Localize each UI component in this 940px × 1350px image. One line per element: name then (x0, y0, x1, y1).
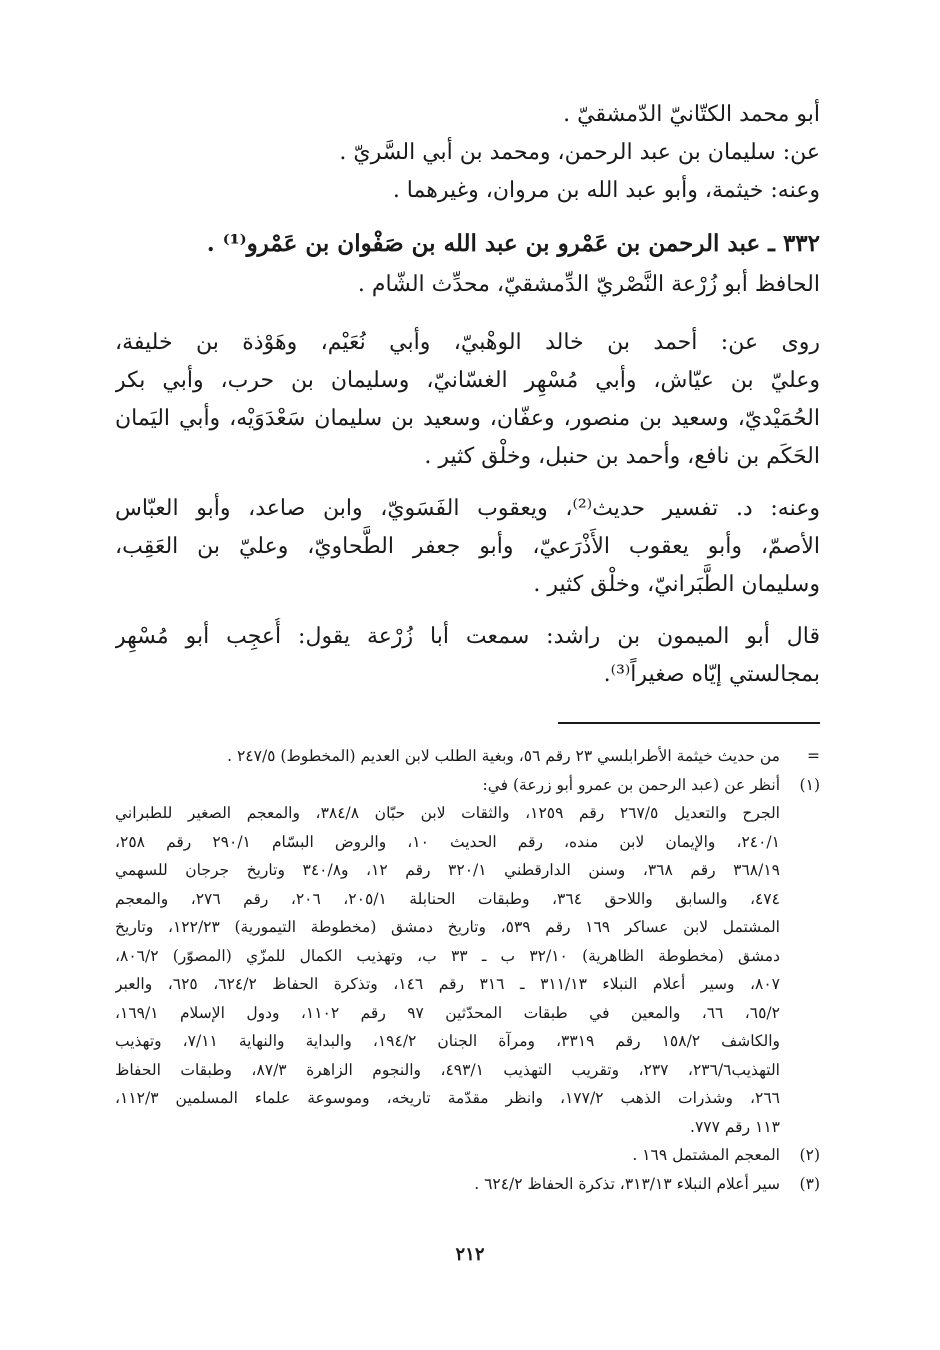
footnote-line: أنظر عن (عبد الرحمن بن عمرو أبو زرعة) في: (482, 775, 780, 794)
footnote-marker: (٣) (799, 1174, 820, 1193)
intro-line: وعنه: خيثمة، وأبو عبد الله بن مروان، وغيرهما . (392, 178, 820, 203)
footnote-line: ٢٦٦، وشذرات الذهب ١٧٧/٢، وانظر مقدّمة تاريخه، وموسوعة علماء المسلمين ١١٢/٣، (115, 1089, 780, 1107)
footnote-line: دمشق (مخطوطة الظاهرية) ٣٢/١٠ ب ـ ٣٣ ب، وتهذيب الكمال للمزّي (المصوّر) ٨٠٦/٢، (115, 946, 780, 965)
narrated-from-paragraph (115, 324, 820, 476)
footnote-line: سير أعلام النبلاء ٣١٣/١٣، تذكرة الحفاظ ٦٢٤/٢ . (474, 1174, 780, 1193)
narrators-from-him-paragraph (115, 490, 820, 604)
footnote-line: ١١٣ رقم ٧٧٧. (690, 1117, 780, 1136)
paragraph-line: وسليمان الطَّبَرانيّ، وخلْق كثير . (533, 572, 820, 597)
paragraph-line: بمجالستي إيّاه صغيراً⁽³⁾. (603, 662, 820, 687)
footnote-marker: (١) (799, 775, 820, 794)
footnote-line: المعجم المشتمل ١٦٩ . (632, 1146, 780, 1164)
footnote-line: التهذيب٢٣٦/٦، ٢٣٧، وتقريب التهذيب ٤٩٣/١، والنجوم الزاهرة ٨٧/٣، وطبقات الحفاظ (115, 1060, 780, 1079)
intro-line: أبو محمد الكتّانيّ الدّمشقيّ . (563, 102, 820, 127)
entry-description (115, 266, 820, 304)
footnote-line: المشتمل لابن عساكر ١٦٩ رقم ٥٣٩، وتاريخ دمشق (مخطوطة التيمورية) ١٢٢/٢٣، وتاريخ (115, 918, 780, 936)
quote-paragraph (115, 618, 820, 694)
paragraph-line: وعليّ بن عيّاش، وأبي مُسْهِر الغسّانيّ، وسليمان بن حرب، وأبي بكر (115, 368, 820, 393)
previous-entry-tail (115, 96, 820, 210)
paragraph-line: الأصمّ، وأبو يعقوب الأَذْرَعيّ، وأبو جعفر الطَّحاويّ، وعليّ بن العَقِب، (115, 534, 820, 559)
footnote-line: ٣٦٨/١٩ رقم ٣٦٨، وسنن الدارقطني ٣٢٠/١ رقم ١٢، و٣٤٠/٨ وتاريخ جرجان للسهمي (115, 861, 780, 879)
footnote-continuation (115, 742, 820, 771)
footnote-marker: = (807, 747, 820, 765)
paragraph-line: الحُمَيْديّ، وسعيد بن منصور، وعفّان، وسعيد بن سليمان سَعْدَوَيْه، وأبي اليَمان (115, 406, 820, 431)
paragraph-line: روى عن: أحمد بن خالد الوهْبيّ، وأبي نُعَيْم، وهَوْذة بن خليفة، (115, 330, 820, 355)
footnote-3 (115, 1170, 820, 1199)
intro-line: عن: سليمان بن عبد الرحمن، ومحمد بن أبي السَّريّ . (339, 140, 820, 165)
footnote-1 (115, 771, 820, 1142)
footnote-separator (558, 722, 820, 724)
description-line: الحافظ أبو زُرْعة النَّصْريّ الدِّمشقيّ، محدِّث الشّام . (357, 272, 820, 297)
footnote-line: ٤٧٤، والسابق واللاحق ٣٦٤، وطبقات الحنابلة ٢٠٥/١، ٢٠٦، رقم ٢٧٦، والمعجم (115, 889, 780, 908)
footnote-line: ٨٠٧، وسير أعلام النبلاء ٣١١/١٣ ـ ٣١٦ رقم ١٤٦، وتذكرة الحفاظ ٦٢٤/٢، ٦٢٥، والعبر (115, 975, 780, 993)
entry-heading: ٣٣٢ ـ عبد الرحمن بن عَمْرو بن عبد الله بن صَفْوان بن عَمْرو⁽¹⁾ . (206, 230, 820, 257)
footnote-marker: (٢) (799, 1146, 820, 1164)
page-number: ٢١٢ (455, 1244, 485, 1265)
footnote-2 (115, 1141, 820, 1170)
footnotes (115, 742, 820, 1198)
footnote-line: من حديث خيثمة الأطرابلسي ٢٣ رقم ٥٦، وبغية الطلب لابن العديم (المخطوط) ٢٤٧/٥ . (227, 747, 780, 765)
footnote-line: ٢٤٠/١، والإيمان لابن منده، رقم الحديث ١٠، والروض البسّام ٢٩٠/١ رقم ٢٥٨، (115, 832, 780, 851)
footnote-line: الجرح والتعديل ٢٦٧/٥ رقم ١٢٥٩، والثقات لابن حبّان ٣٨٤/٨، والمعجم الصغير للطبراني (115, 804, 780, 822)
footnote-line: والكاشف ١٥٨/٢ رقم ٣٣١٩، ومرآة الجنان ١٩٤/٢، والبداية والنهاية ٧/١١، وتهذيب (115, 1032, 780, 1050)
footnote-line: ٦٥/٢، ٦٦، والمعين في طبقات المحدّثين ٩٧ رقم ١١٠٢، ودول الإسلام ١٦٩/١، (115, 1003, 780, 1022)
paragraph-line: قال أبو الميمون بن راشد: سمعت أبا زُرْعة يقول: أُعجِب أبو مُسْهِر (115, 624, 820, 649)
paragraph-line: الحَكَم بن نافع، وأحمد بن حنبل، وخلْق كثير . (424, 444, 820, 469)
paragraph-line: وعنه: د. تفسير حديث⁽²⁾، ويعقوب الفَسَويّ، وابن صاعد، وأبو العبّاس (115, 496, 820, 521)
